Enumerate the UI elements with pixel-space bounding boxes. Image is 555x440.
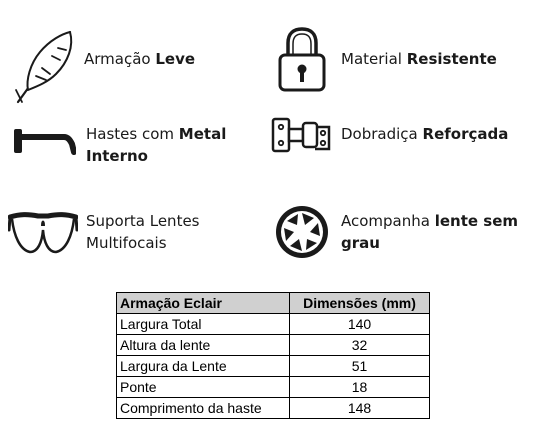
table-row	[117, 398, 430, 419]
row-value: 148	[290, 398, 430, 419]
padlock-icon	[276, 27, 328, 93]
table-row	[117, 335, 430, 356]
hinge-icon	[271, 116, 335, 154]
feature-light-frame-label: Armação Leve	[84, 50, 196, 68]
round-glasses-icon	[8, 212, 78, 256]
row-name: Largura da Lente	[117, 356, 290, 377]
feature-plano-lens-label: Acompanha lente sem grau	[341, 212, 519, 252]
row-value: 18	[290, 377, 430, 398]
dimensions-table	[116, 292, 430, 419]
row-name: Ponte	[117, 377, 290, 398]
column-header-model: Armação Eclair	[117, 293, 290, 314]
row-name: Largura Total	[117, 314, 290, 335]
row-value: 51	[290, 356, 430, 377]
aperture-icon	[275, 205, 329, 259]
table-row	[117, 314, 430, 335]
column-header-dimensions: Dimensões (mm)	[290, 293, 430, 314]
temple-arm-icon	[12, 126, 76, 156]
feather-icon	[12, 28, 76, 106]
feature-multifocal-support-label: Suporta Lentes Multifocais	[86, 212, 200, 252]
row-value: 140	[290, 314, 430, 335]
row-name: Altura da lente	[117, 335, 290, 356]
feature-metal-core-label: Hastes com Metal Interno	[86, 125, 227, 165]
table-row	[117, 356, 430, 377]
table-row	[117, 377, 430, 398]
table-header-row	[117, 293, 430, 314]
row-name: Comprimento da haste	[117, 398, 290, 419]
feature-reinforced-hinge-label: Dobradiça Reforçada	[341, 125, 509, 143]
feature-resistant-material-label: Material Resistente	[341, 50, 497, 68]
row-value: 32	[290, 335, 430, 356]
